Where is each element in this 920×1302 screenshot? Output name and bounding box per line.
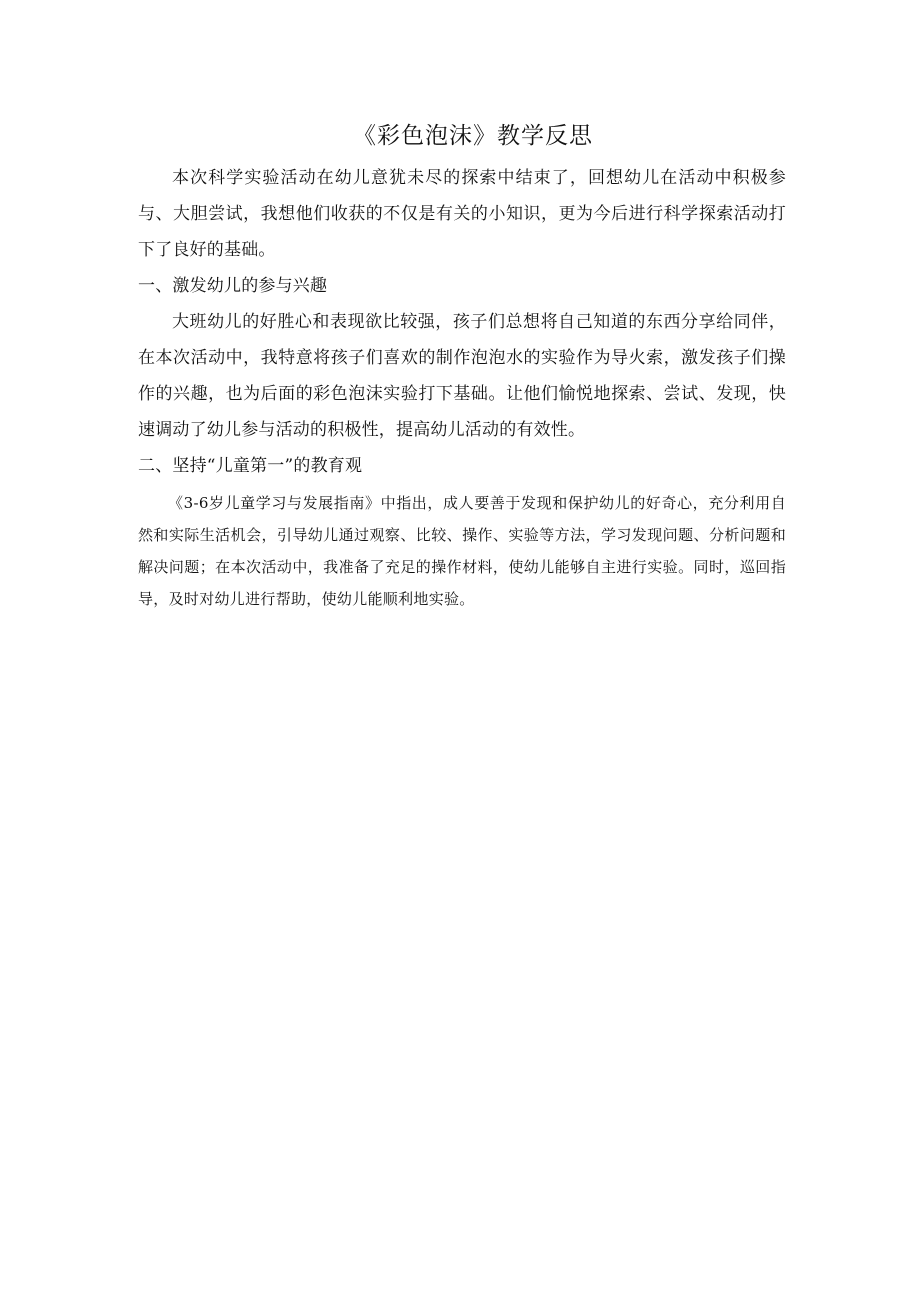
document-title: 《彩色泡沫》教学反思 — [353, 123, 593, 149]
section-2-paragraph: 《3-6岁儿童学习与发展指南》中指出，成人要善于发现和保护幼儿的好奇心，充分利用自然和实际生活机会，引导幼儿通过观察、比较、操作、实验等方法，学习发现问题、分析问题和解决问题；在本次活动中，我准备了充足的操作材料，使幼儿能够自主进行实验。同时，巡回指导，及时对幼儿进行帮助，使幼儿能顺利地实验。 — [138, 494, 786, 608]
section-1-heading: 一、激发幼儿的参与兴趣 — [138, 276, 328, 296]
section-1-paragraph: 大班幼儿的好胜心和表现欲比较强，孩子们总想将自己知道的东西分享给同伴，在本次活动中，我特意将孩子们喜欢的制作泡泡水的实验作为导火索，激发孩子们操作的兴趣，也为后面的彩色泡沫实验打下基础。让他们愉悦地探索、尝试、发现，快速调动了幼儿参与活动的积极性，提高幼儿活动的有效性。 — [138, 312, 786, 440]
section-2-heading: 二、坚持“儿童第一”的教育观 — [138, 456, 363, 476]
intro-paragraph: 本次科学实验活动在幼儿意犹未尽的探索中结束了，回想幼儿在活动中积极参与、大胆尝试，我想他们收获的不仅是有关的小知识，更为今后进行科学探索活动打下了良好的基础。 — [138, 168, 786, 260]
document-content — [138, 118, 786, 615]
